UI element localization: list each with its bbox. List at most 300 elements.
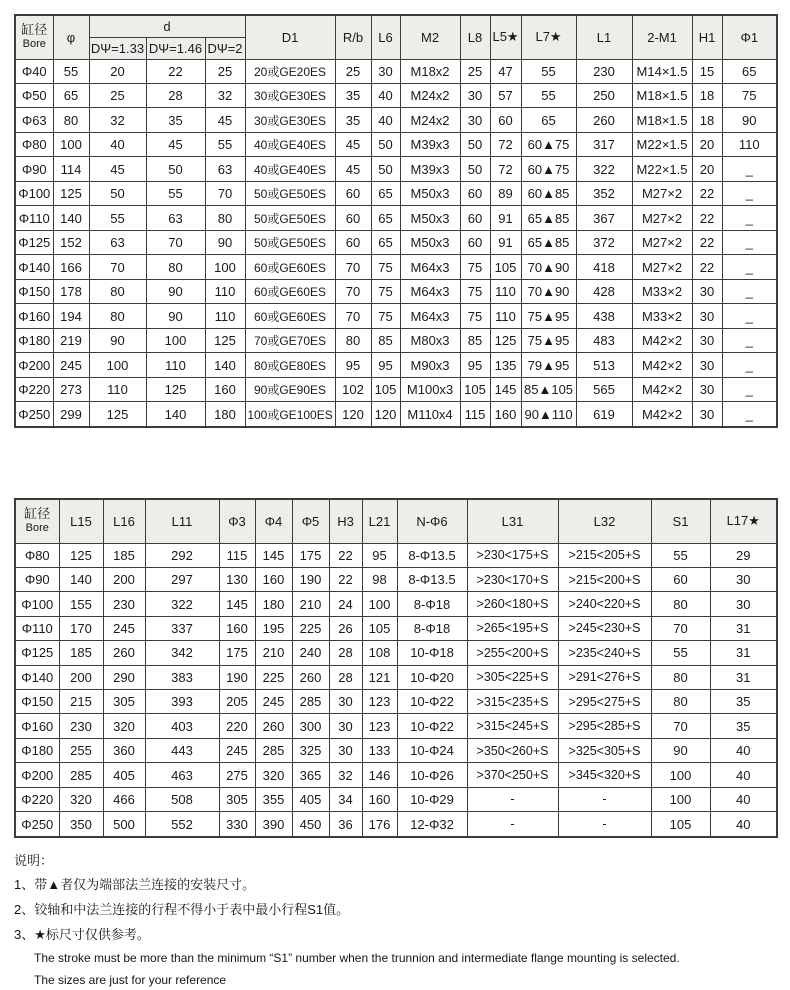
value-cell: 367 [576,206,632,230]
value-cell: 190 [219,665,255,689]
column-header-s1: S1 [651,499,710,543]
value-cell: 40或GE40ES [245,157,335,181]
value-cell: 50 [146,157,205,181]
bore-cell: Φ180 [15,328,53,352]
value-cell: 95 [362,543,397,567]
value-cell: _ [722,377,777,401]
value-cell: 63 [205,157,245,181]
value-cell: 29 [710,543,777,567]
value-cell: 40 [710,787,777,811]
value-cell: 140 [53,206,89,230]
value-cell: M42×2 [632,402,692,427]
value-cell: 90 [651,738,710,762]
value-cell: M64x3 [400,279,460,303]
value-cell: 355 [255,787,292,811]
value-cell: 22 [692,255,722,279]
value-cell: 85▲105 [521,377,576,401]
bore-cell: Φ150 [15,690,59,714]
value-cell: 10-Φ29 [397,787,467,811]
value-cell: _ [722,206,777,230]
value-cell: _ [722,402,777,427]
value-cell: 10-Φ22 [397,714,467,738]
value-cell: 245 [103,616,145,640]
value-cell: 60 [335,206,371,230]
notes-title: 说明： [14,853,54,868]
value-cell: 65 [722,59,777,83]
value-cell: 31 [710,665,777,689]
value-cell: - [467,812,558,837]
value-cell: 25 [89,83,146,107]
table-row [15,279,777,303]
value-cell: 40 [371,108,400,132]
value-cell: 40 [710,763,777,787]
value-cell: 260 [255,714,292,738]
bore-cell: Φ220 [15,377,53,401]
value-cell: 565 [576,377,632,401]
value-cell: 125 [89,402,146,427]
value-cell: 443 [145,738,219,762]
value-cell: 255 [59,738,103,762]
value-cell: 178 [53,279,89,303]
value-cell: 32 [89,108,146,132]
value-cell: 210 [292,592,329,616]
value-cell: 383 [145,665,219,689]
value-cell: 10-Φ26 [397,763,467,787]
value-cell: 85 [460,328,490,352]
value-cell: 194 [53,304,89,328]
value-cell: 320 [59,787,103,811]
table-row [15,592,777,616]
value-cell: M42×2 [632,328,692,352]
value-cell: 180 [205,402,245,427]
value-cell: 322 [145,592,219,616]
bore-cell: Φ180 [15,738,59,762]
value-cell: 45 [335,157,371,181]
value-cell: 22 [692,181,722,205]
value-cell: >315<235+S [467,690,558,714]
column-header-bore [15,15,53,59]
value-cell: 100 [651,787,710,811]
value-cell: 91 [490,206,521,230]
value-cell: 185 [59,641,103,665]
value-cell: 552 [145,812,219,837]
value-cell: 65 [53,83,89,107]
value-cell: 30或GE30ES [245,108,335,132]
value-cell: 140 [205,353,245,377]
value-cell: M110x4 [400,402,460,427]
value-cell: 95 [460,353,490,377]
value-cell: 70 [651,714,710,738]
value-cell: 130 [219,567,255,591]
value-cell: 30 [692,402,722,427]
value-cell: 45 [335,132,371,156]
value-cell: 10-Φ18 [397,641,467,665]
column-header-phi: φ [53,15,89,59]
value-cell: 20 [692,132,722,156]
value-cell: 245 [53,353,89,377]
value-cell: 30或GE30ES [245,83,335,107]
column-header-m2: M2 [400,15,460,59]
value-cell: 30 [692,304,722,328]
table-row [15,157,777,181]
value-cell: 60 [460,230,490,254]
column-subheader-d133: DΨ=1.33 [89,37,146,59]
value-cell: 115 [460,402,490,427]
value-cell: 40 [89,132,146,156]
value-cell: 80 [53,108,89,132]
value-cell: 50 [89,181,146,205]
value-cell: 35 [335,83,371,107]
value-cell: 508 [145,787,219,811]
value-cell: 30 [329,690,362,714]
bore-cell: Φ90 [15,157,53,181]
value-cell: 110 [146,353,205,377]
value-cell: M50x3 [400,230,460,254]
value-cell: 40 [710,738,777,762]
column-header-d1: D1 [245,15,335,59]
value-cell: 50 [460,132,490,156]
value-cell: >325<305+S [558,738,651,762]
value-cell: 125 [146,377,205,401]
value-cell: 105 [460,377,490,401]
value-cell: 240 [292,641,329,665]
value-cell: _ [722,279,777,303]
value-cell: _ [722,230,777,254]
value-cell: 8-Φ13.5 [397,567,467,591]
value-cell: 30 [692,279,722,303]
value-cell: 80 [651,592,710,616]
value-cell: 80 [146,255,205,279]
column-header-l5: L5★ [490,15,521,59]
value-cell: 60▲75 [521,157,576,181]
table-row [15,690,777,714]
value-cell: 40 [371,83,400,107]
value-cell: M14×1.5 [632,59,692,83]
value-cell: 98 [362,567,397,591]
value-cell: 30 [371,59,400,83]
value-cell: 146 [362,763,397,787]
value-cell: 70 [89,255,146,279]
value-cell: 352 [576,181,632,205]
value-cell: 90 [89,328,146,352]
value-cell: 200 [59,665,103,689]
value-cell: M18x2 [400,59,460,83]
value-cell: 176 [362,812,397,837]
value-cell: 60▲85 [521,181,576,205]
column-header-phi1: Φ1 [722,15,777,59]
column-header-h1: H1 [692,15,722,59]
value-cell: - [467,787,558,811]
value-cell: 60 [460,206,490,230]
value-cell: 45 [89,157,146,181]
column-header-rb: R/b [335,15,371,59]
table-row [15,59,777,83]
bore-label-en: Bore [25,522,49,535]
column-header-l31: L31 [467,499,558,543]
value-cell: 360 [103,738,145,762]
value-cell: 90 [205,230,245,254]
value-cell: 80 [89,279,146,303]
value-cell: 22 [329,543,362,567]
value-cell: 75 [371,304,400,328]
value-cell: 145 [490,377,521,401]
column-subheader-d146: DΨ=1.46 [146,37,205,59]
table-row [15,181,777,205]
value-cell: 57 [490,83,521,107]
value-cell: >245<230+S [558,616,651,640]
table-row [15,665,777,689]
value-cell: 285 [292,690,329,714]
value-cell: 60或GE60ES [245,279,335,303]
value-cell: 320 [103,714,145,738]
value-cell: 513 [576,353,632,377]
value-cell: 300 [292,714,329,738]
value-cell: 290 [103,665,145,689]
value-cell: 26 [329,616,362,640]
value-cell: 80 [89,304,146,328]
value-cell: 89 [490,181,521,205]
column-header-phi4: Φ4 [255,499,292,543]
value-cell: 95 [371,353,400,377]
value-cell: >305<225+S [467,665,558,689]
value-cell: 230 [59,714,103,738]
value-cell: 90或GE90ES [245,377,335,401]
value-cell: 405 [292,787,329,811]
bore-cell: Φ100 [15,181,53,205]
value-cell: 100 [89,353,146,377]
value-cell: 305 [103,690,145,714]
bore-cell: Φ140 [15,255,53,279]
value-cell: 285 [59,763,103,787]
bore-cell: Φ40 [15,59,53,83]
value-cell: 31 [710,641,777,665]
value-cell: _ [722,353,777,377]
value-cell: 372 [576,230,632,254]
value-cell: 55 [53,59,89,83]
value-cell: 75 [371,255,400,279]
value-cell: 24 [329,592,362,616]
value-cell: >291<276+S [558,665,651,689]
value-cell: 110 [89,377,146,401]
value-cell: 28 [329,665,362,689]
value-cell: 65 [371,230,400,254]
value-cell: 65 [521,108,576,132]
value-cell: 200 [103,567,145,591]
value-cell: 20 [89,59,146,83]
value-cell: 35 [146,108,205,132]
value-cell: >370<250+S [467,763,558,787]
dimension-table-primary [14,14,778,428]
column-header-l7: L7★ [521,15,576,59]
note-item-2: 2、铰轴和中法兰连接的行程不得小于表中最小行程S1值。 [14,902,350,917]
bore-label-cn: 缸径 [24,506,51,522]
value-cell: M39x3 [400,132,460,156]
value-cell: 55 [89,206,146,230]
value-cell: 155 [59,592,103,616]
value-cell: 215 [59,690,103,714]
value-cell: 110 [722,132,777,156]
value-cell: M27×2 [632,230,692,254]
column-header-l6: L6 [371,15,400,59]
value-cell: 12-Φ32 [397,812,467,837]
value-cell: 317 [576,132,632,156]
notes-block [14,850,776,990]
table-row [15,132,777,156]
value-cell: 121 [362,665,397,689]
value-cell: 55 [521,83,576,107]
value-cell: 405 [103,763,145,787]
table-row [15,641,777,665]
value-cell: 8-Φ13.5 [397,543,467,567]
value-cell: 337 [145,616,219,640]
value-cell: 70▲90 [521,279,576,303]
value-cell: >215<205+S [558,543,651,567]
value-cell: >315<245+S [467,714,558,738]
value-cell: M90x3 [400,353,460,377]
value-cell: 483 [576,328,632,352]
value-cell: >260<180+S [467,592,558,616]
value-cell: 428 [576,279,632,303]
value-cell: 32 [329,763,362,787]
value-cell: 35 [710,690,777,714]
value-cell: 30 [329,714,362,738]
column-header-h3: H3 [329,499,362,543]
table-row [15,714,777,738]
value-cell: 190 [292,567,329,591]
value-cell: M64x3 [400,255,460,279]
value-cell: 15 [692,59,722,83]
value-cell: 466 [103,787,145,811]
value-cell: 72 [490,132,521,156]
value-cell: M50x3 [400,206,460,230]
column-header-nphi6: N-Φ6 [397,499,467,543]
value-cell: 30 [329,738,362,762]
value-cell: 80 [651,690,710,714]
value-cell: 110 [490,304,521,328]
value-cell: 330 [219,812,255,837]
table-row [15,328,777,352]
value-cell: M33×2 [632,304,692,328]
note-english-1: The stroke must be more than the minimum “S1” number when the trunnion and intermediate flange mounting is selected. [34,951,680,965]
value-cell: 160 [490,402,521,427]
value-cell: 230 [576,59,632,83]
value-cell: 45 [146,132,205,156]
value-cell: 140 [146,402,205,427]
value-cell: 152 [53,230,89,254]
table-row [15,353,777,377]
value-cell: 22 [692,206,722,230]
value-cell: >240<220+S [558,592,651,616]
value-cell: 63 [89,230,146,254]
value-cell: M18×1.5 [632,83,692,107]
value-cell: 125 [490,328,521,352]
value-cell: 55 [521,59,576,83]
bore-cell: Φ110 [15,616,59,640]
value-cell: 185 [103,543,145,567]
value-cell: 110 [490,279,521,303]
value-cell: 500 [103,812,145,837]
value-cell: 297 [145,567,219,591]
column-header-l32: L32 [558,499,651,543]
table-row [15,83,777,107]
value-cell: 60或GE60ES [245,304,335,328]
value-cell: 100 [362,592,397,616]
value-cell: M39x3 [400,157,460,181]
value-cell: 45 [205,108,245,132]
value-cell: 65 [371,181,400,205]
value-cell: 32 [205,83,245,107]
value-cell: 30 [692,353,722,377]
value-cell: 100或GE100ES [245,402,335,427]
value-cell: 80 [205,206,245,230]
bore-cell: Φ160 [15,714,59,738]
value-cell: 18 [692,108,722,132]
value-cell: 205 [219,690,255,714]
value-cell: 63 [146,206,205,230]
value-cell: 225 [255,665,292,689]
value-cell: 285 [255,738,292,762]
value-cell: 70▲90 [521,255,576,279]
value-cell: 160 [205,377,245,401]
bore-cell: Φ125 [15,641,59,665]
value-cell: M50x3 [400,181,460,205]
bore-cell: Φ125 [15,230,53,254]
value-cell: 25 [205,59,245,83]
value-cell: 80或GE80ES [245,353,335,377]
value-cell: 70 [146,230,205,254]
value-cell: M24x2 [400,83,460,107]
value-cell: 31 [710,616,777,640]
value-cell: - [558,812,651,837]
table-row [15,616,777,640]
value-cell: 210 [255,641,292,665]
bore-label-cn: 缸径 [21,22,48,38]
bore-cell: Φ90 [15,567,59,591]
note-item-1: 1、带▲者仅为端部法兰连接的安装尺寸。 [14,877,256,892]
value-cell: 114 [53,157,89,181]
value-cell: 619 [576,402,632,427]
value-cell: M64x3 [400,304,460,328]
value-cell: 260 [103,641,145,665]
table-row [15,230,777,254]
value-cell: 292 [145,543,219,567]
value-cell: 55 [651,641,710,665]
value-cell: 50或GE50ES [245,206,335,230]
bore-cell: Φ63 [15,108,53,132]
value-cell: 365 [292,763,329,787]
column-header-d-group: d [89,15,245,37]
table-row [15,304,777,328]
value-cell: 260 [576,108,632,132]
value-cell: 28 [146,83,205,107]
value-cell: 350 [59,812,103,837]
table-row [15,377,777,401]
value-cell: 195 [255,616,292,640]
value-cell: _ [722,157,777,181]
value-cell: 125 [59,543,103,567]
value-cell: M22×1.5 [632,132,692,156]
bore-cell: Φ200 [15,763,59,787]
value-cell: 30 [460,108,490,132]
value-cell: 75▲95 [521,328,576,352]
value-cell: 30 [710,567,777,591]
value-cell: 342 [145,641,219,665]
value-cell: 22 [692,230,722,254]
dimension-table-secondary [14,498,778,838]
value-cell: 60 [651,567,710,591]
value-cell: 60或GE60ES [245,255,335,279]
value-cell: 25 [460,59,490,83]
